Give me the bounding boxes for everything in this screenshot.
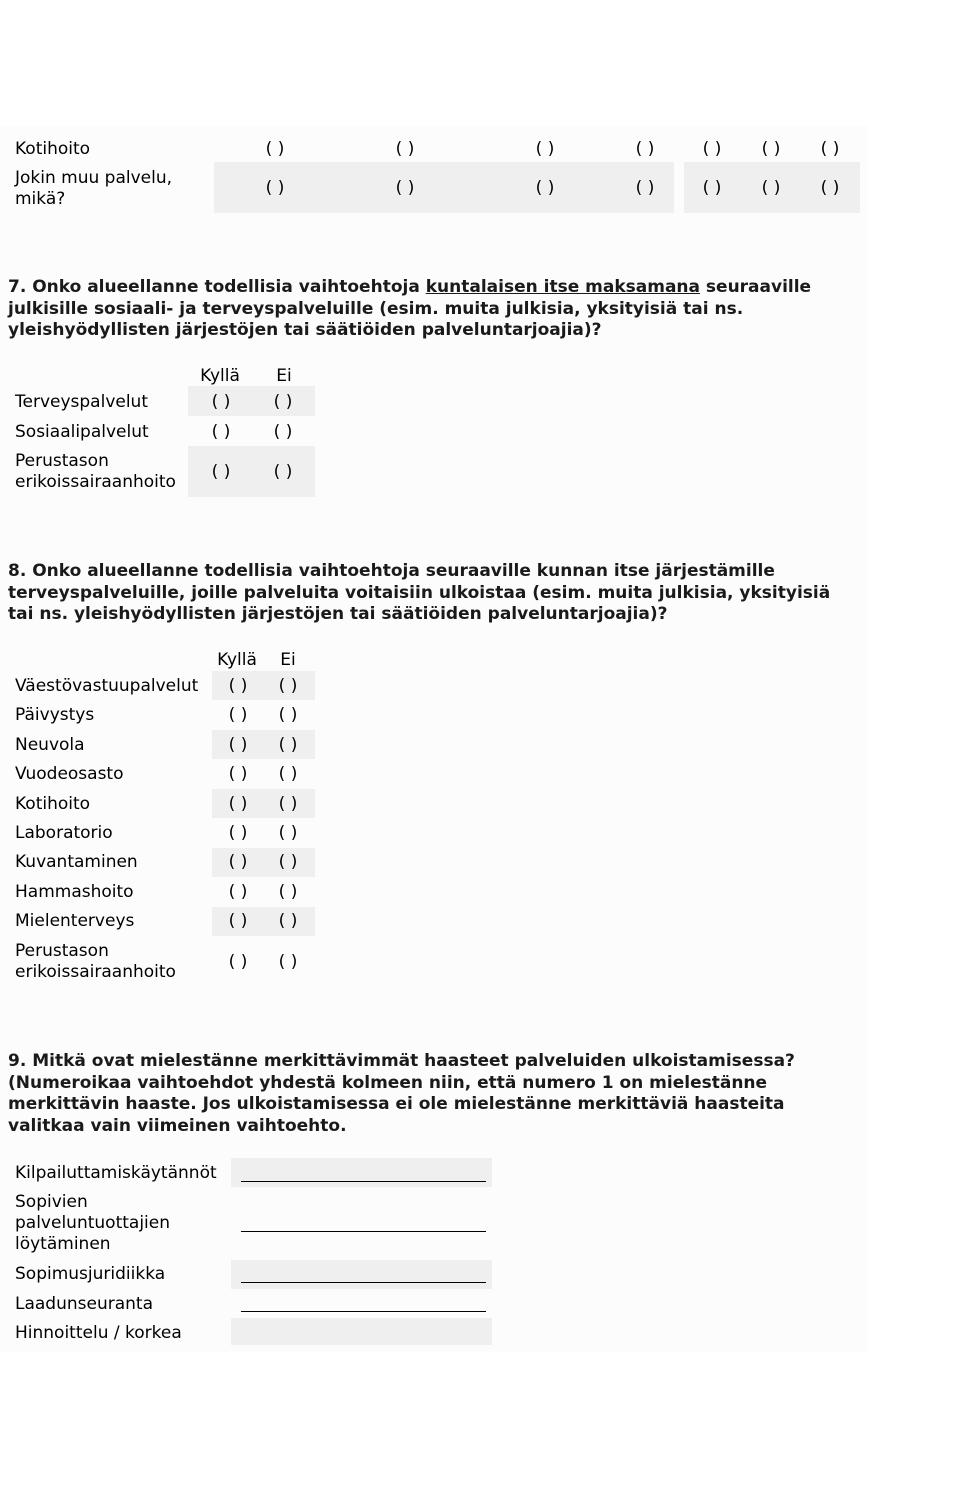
radio-yes[interactable]: ( ) (228, 823, 248, 843)
rank-input-line[interactable] (241, 1282, 486, 1283)
rank-input-line[interactable] (241, 1181, 486, 1182)
table-row-label: Sosiaalipalvelut (15, 422, 149, 442)
radio-yes[interactable]: ( ) (228, 764, 248, 784)
column-header-yes: Kyllä (200, 366, 240, 386)
radio-option[interactable]: ( ) (820, 178, 840, 198)
radio-yes[interactable]: ( ) (228, 676, 248, 696)
rank-input-line[interactable] (241, 1311, 486, 1312)
table-row-label: Perustason erikoissairaanhoito (15, 941, 176, 982)
rank-input-line[interactable] (241, 1231, 486, 1232)
table-row-label: Perustason erikoissairaanhoito (15, 451, 176, 492)
table-row-label: Kilpailuttamiskäytännöt (15, 1163, 217, 1183)
radio-no[interactable]: ( ) (278, 735, 298, 755)
table-row-label: Laboratorio (15, 823, 113, 843)
table-row-label: Sopimusjuridiikka (15, 1264, 166, 1284)
column-header-no: Ei (280, 650, 296, 670)
radio-yes[interactable]: ( ) (211, 462, 231, 482)
question-7-text-part: seuraaville julkisille sosiaali- ja terveyspalveluille (esim. muita julkisia, yksityisiä tai ns. yleishyödyllisten järjestöjen tai säätiöiden palveluntarjoajia)? (8, 277, 812, 340)
radio-option[interactable]: ( ) (702, 139, 722, 159)
column-header-yes: Kyllä (217, 650, 257, 670)
radio-option[interactable]: ( ) (761, 139, 781, 159)
radio-option[interactable]: ( ) (535, 178, 555, 198)
radio-no[interactable]: ( ) (278, 911, 298, 931)
radio-option[interactable]: ( ) (761, 178, 781, 198)
top-table-row-label: Kotihoito (15, 139, 91, 159)
table-row-label: Mielenterveys (15, 911, 135, 931)
question-8-text: 8. Onko alueellanne todellisia vaihtoehtoja seuraaville kunnan itse järjestämille terveyspalveluille, joille palveluita voitaisiin ulkoistaa (esim. muita julkisia, yksityisiä tai ns. yleishyödyllisten järjestöjen tai säätiöiden palveluntarjoajia)? (8, 561, 831, 624)
radio-yes[interactable]: ( ) (228, 794, 248, 814)
question-7-underlined-text: kuntalaisen itse maksamana (425, 277, 700, 297)
radio-no[interactable]: ( ) (278, 676, 298, 696)
radio-no[interactable]: ( ) (278, 952, 298, 972)
radio-option[interactable]: ( ) (635, 178, 655, 198)
question-7-text-part: 7. Onko alueellanne todellisia vaihtoehtoja (8, 277, 426, 297)
radio-no[interactable]: ( ) (278, 794, 298, 814)
table-row-label: Kotihoito (15, 794, 91, 814)
table-row-label: Hammashoito (15, 882, 134, 902)
column-header-no: Ei (276, 366, 292, 386)
radio-yes[interactable]: ( ) (228, 911, 248, 931)
table-row-label: Päivystys (15, 705, 95, 725)
radio-no[interactable]: ( ) (278, 882, 298, 902)
radio-option[interactable]: ( ) (702, 178, 722, 198)
radio-yes[interactable]: ( ) (228, 852, 248, 872)
radio-no[interactable]: ( ) (278, 823, 298, 843)
radio-option[interactable]: ( ) (265, 178, 285, 198)
table-row-label: Sopivien palveluntuottajien löytäminen (15, 1192, 170, 1254)
radio-no[interactable]: ( ) (273, 392, 293, 412)
radio-option[interactable]: ( ) (265, 139, 285, 159)
radio-option[interactable]: ( ) (535, 139, 555, 159)
radio-no[interactable]: ( ) (278, 764, 298, 784)
table-row-label: Terveyspalvelut (15, 392, 148, 412)
table-row-shade (231, 1318, 492, 1345)
table-row-label: Vuodeosasto (15, 764, 124, 784)
table-row-shade (231, 1158, 492, 1187)
table-row-label: Kuvantaminen (15, 852, 138, 872)
table-row-label: Väestövastuupalvelut (15, 676, 199, 696)
top-table-row-label: Jokin muu palvelu, mikä? (15, 168, 173, 209)
radio-yes[interactable]: ( ) (228, 882, 248, 902)
radio-no[interactable]: ( ) (278, 852, 298, 872)
radio-option[interactable]: ( ) (635, 139, 655, 159)
table-row-shade (231, 1260, 492, 1289)
table-row-label: Laadunseuranta (15, 1294, 154, 1314)
table-row-label: Neuvola (15, 735, 85, 755)
table-row-label: Hinnoittelu / korkea (15, 1323, 182, 1343)
radio-option[interactable]: ( ) (395, 178, 415, 198)
radio-option[interactable]: ( ) (395, 139, 415, 159)
radio-no[interactable]: ( ) (273, 422, 293, 442)
radio-option[interactable]: ( ) (820, 139, 840, 159)
radio-yes[interactable]: ( ) (228, 952, 248, 972)
radio-yes[interactable]: ( ) (211, 392, 231, 412)
question-7-text (8, 277, 811, 342)
radio-yes[interactable]: ( ) (228, 705, 248, 725)
radio-yes[interactable]: ( ) (228, 735, 248, 755)
question-9-text: 9. Mitkä ovat mielestänne merkittävimmät haasteet palveluiden ulkoistamisessa? (Numeroikaa vaihtoehdot yhdestä kolmeen niin, että numero 1 on mielestänne merkittävin haaste. Jos ulkoistamisessa ei ole mielestänne merkittäviä haasteita valitkaa vain viimeinen vaihtoehto. (8, 1051, 795, 1136)
radio-no[interactable]: ( ) (273, 462, 293, 482)
radio-no[interactable]: ( ) (278, 705, 298, 725)
radio-yes[interactable]: ( ) (211, 422, 231, 442)
